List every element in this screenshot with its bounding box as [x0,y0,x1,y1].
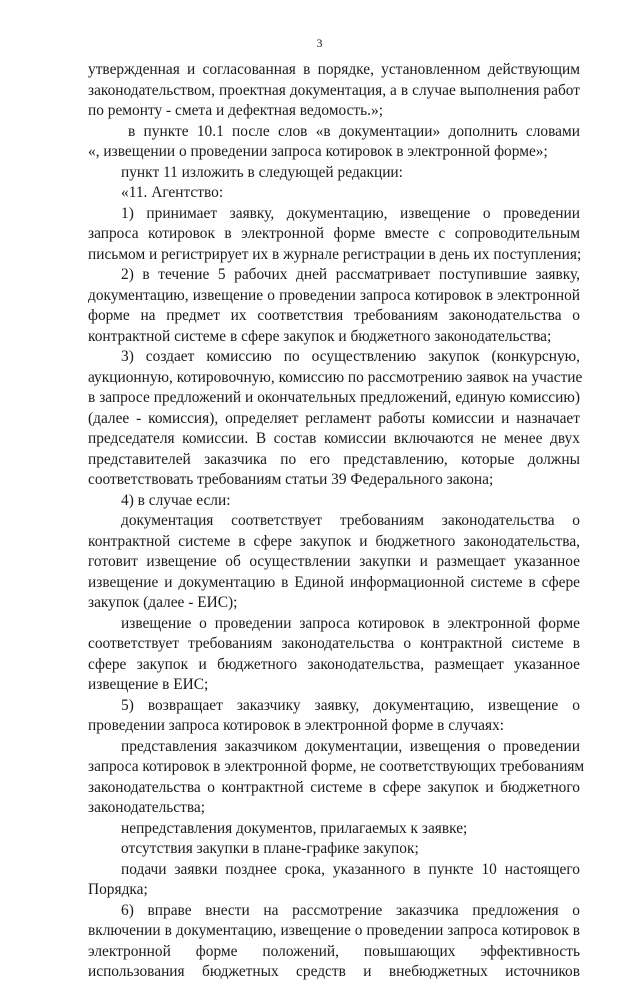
text-line: (далее - комиссия), определяет регламент работы комиссии и назначает [88,409,580,427]
text-line: в запросе предложений и окончательных предложений, единую комиссию) [88,389,580,406]
text-line: электронной форме положений, повышающих эффективность [88,942,580,960]
text-line: включении в документацию, извещение о проведении запроса котировок в [88,922,580,939]
text-line: 3) создает комиссию по осуществлению закупок (конкурсную, [121,348,580,365]
text-line: представителей заказчика по его представлению, которые должны [88,450,580,468]
text-line: соответствовать требованиям статьи 39 Федерального закона; [88,471,494,488]
text-line: пункт 11 изложить в следующей редакции: [121,163,403,181]
text-line: форме на предмет их соответствия требованиям законодательства о [88,307,580,324]
text-line: сфере закупок и бюджетного законодательства, размещает указанное [88,655,580,673]
text-line: извещение в ЕИС; [88,676,209,693]
text-line: в пункте 10.1 после слов «в документации» дополнить словами [128,122,580,140]
text-line: контрактной системе в сфере закупок и бюджетного законодательства; [88,327,552,345]
text-line: «, извещении о проведении запроса котировок в электронной форме»; [88,143,548,160]
text-line: закупок (далее - ЕИС); [88,594,238,611]
text-line: 2) в течение 5 рабочих дней рассматривает поступившие заявку, [121,266,580,283]
text-line: «11. Агентство: [121,184,224,201]
text-line: законодательства; [88,799,206,816]
text-line: проведении запроса котировок в электронной форме в случаях: [88,717,505,734]
text-line: документацию, извещение о проведении запроса котировок в электронной [88,286,580,304]
text-line: законодательства о контрактной системе в сфере закупок и бюджетного [88,778,580,796]
text-line: готовит извещение об осуществлении закупки и размещает указанное [88,553,580,570]
text-line: извещение и документацию в Единой информационной системе в сфере [88,573,580,591]
text-line: использования бюджетных средств и внебюджетных источников [88,963,580,980]
text-line: запроса котировок в электронной форме вместе с сопроводительным [88,225,580,242]
text-line: представления заказчиком документации, извещения о проведении [121,737,580,755]
text-line: 1) принимает заявку, документацию, извещение о проведении [121,204,580,222]
text-line: аукционную, котировочную, комиссию по рассмотрению заявок на участие [88,368,583,386]
text-line: извещение о проведении запроса котировок в электронной форме [121,614,580,632]
text-line: 5) возвращает заказчику заявку, документацию, извещение о [121,696,580,714]
text-line: утвержденная и согласованная в порядке, установленном действующим [88,61,580,78]
document-body [88,60,585,983]
page-number: 3 [316,36,323,50]
text-line: соответствует требованиям законодательства о контрактной системе в [88,635,580,652]
text-line: контрактной системе в сфере закупок и бюджетного законодательства, [88,532,580,550]
text-line: письмом и регистрирует их в журнале регистрации в день их поступления; [88,245,582,263]
text-line: отсутствия закупки в плане-графике закупок; [121,840,419,857]
text-line: по ремонту - смета и дефектная ведомость.»; [88,102,383,119]
text-line: 4) в случае если: [121,491,231,509]
text-line: Порядка; [88,881,148,898]
text-line: запроса котировок в электронной форме, не соответствующих требованиям [88,758,585,775]
text-line: 6) вправе внести на рассмотрение заказчика предложения о [121,901,580,919]
text-line: председателя комиссии. В состав комиссии включаются не менее двух [88,430,580,447]
text-line: непредставления документов, прилагаемых к заявке; [121,819,468,837]
text-line: документация соответствует требованиям законодательства о [121,512,580,529]
text-line: законодательством, проектная документация, а в случае выполнения работ [88,81,580,99]
text-line: подачи заявки позднее срока, указанного в пункте 10 настоящего [121,860,580,878]
